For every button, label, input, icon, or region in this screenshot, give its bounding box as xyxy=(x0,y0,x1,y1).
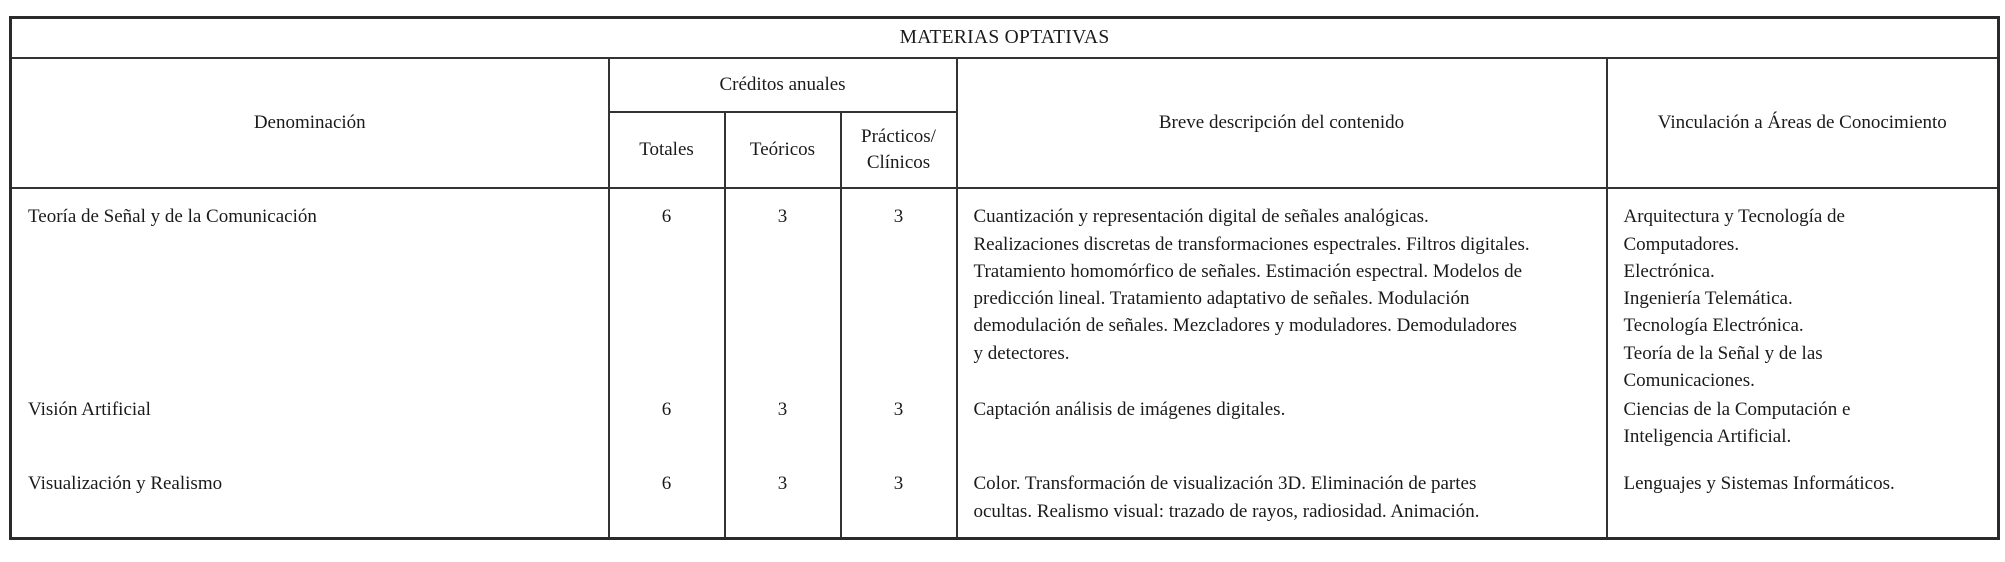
area-line: Arquitectura y Tecnología de xyxy=(1623,206,1845,228)
credits-practice: 3 xyxy=(841,470,957,538)
subject-description xyxy=(957,396,1607,471)
description-line: Tratamiento homomórfico de señales. Estimación espectral. Modelos de xyxy=(973,260,1523,282)
table-row xyxy=(11,188,1999,396)
table-row xyxy=(11,470,1999,538)
credits-theory: 3 xyxy=(725,188,841,396)
table-row xyxy=(11,396,1999,471)
area-line: Inteligencia Artificial. xyxy=(1623,426,1792,448)
credits-total: 6 xyxy=(609,470,725,538)
subject-description xyxy=(957,188,1607,396)
credits-practice: 3 xyxy=(841,396,957,471)
area-line: Lenguajes y Sistemas Informáticos. xyxy=(1623,473,1895,495)
description-line: demodulación de señales. Mezcladores y moduladores. Demoduladores xyxy=(973,315,1517,337)
table-title: MATERIAS OPTATIVAS xyxy=(11,18,1999,59)
subject-name: Teoría de Señal y de la Comunicación xyxy=(11,188,609,396)
header-creditos-anuales: Créditos anuales xyxy=(609,58,957,111)
header-practicos-line1: Prácticos/ xyxy=(861,125,936,147)
header-practicos-line2: Clínicos xyxy=(866,151,931,173)
header-practicos xyxy=(841,112,957,189)
area-line: Electrónica. xyxy=(1623,260,1715,282)
header-denominacion: Denominación xyxy=(11,58,609,188)
header-vinculacion: Vinculación a Áreas de Conocimiento xyxy=(1607,58,1999,188)
credits-practice: 3 xyxy=(841,188,957,396)
description-line: Captación análisis de imágenes digitales. xyxy=(973,398,1286,420)
subject-name: Visión Artificial xyxy=(11,396,609,471)
credits-theory: 3 xyxy=(725,470,841,538)
knowledge-areas xyxy=(1607,470,1999,538)
credits-total: 6 xyxy=(609,396,725,471)
description-line: y detectores. xyxy=(973,342,1070,364)
credits-total: 6 xyxy=(609,188,725,396)
credits-theory: 3 xyxy=(725,396,841,471)
area-line: Comunicaciones. xyxy=(1623,370,1755,392)
subject-description xyxy=(957,470,1607,538)
description-line: predicción lineal. Tratamiento adaptativo de señales. Modulación xyxy=(973,288,1470,310)
knowledge-areas xyxy=(1607,188,1999,396)
area-line: Teoría de la Señal y de las xyxy=(1623,342,1823,364)
description-line: ocultas. Realismo visual: trazado de rayos, radiosidad. Animación. xyxy=(973,500,1480,522)
area-line: Ingeniería Telemática. xyxy=(1623,288,1793,310)
header-teoricos: Teóricos xyxy=(725,112,841,189)
subject-name: Visualización y Realismo xyxy=(11,470,609,538)
description-line: Color. Transformación de visualización 3D. Eliminación de partes xyxy=(973,473,1477,495)
knowledge-areas xyxy=(1607,396,1999,471)
area-line: Computadores. xyxy=(1623,233,1740,255)
header-descripcion: Breve descripción del contenido xyxy=(957,58,1607,188)
description-line: Realizaciones discretas de transformaciones espectrales. Filtros digitales. xyxy=(973,233,1530,255)
area-line: Ciencias de la Computación e xyxy=(1623,398,1851,420)
description-line: Cuantización y representación digital de señales analógicas. xyxy=(973,206,1429,228)
optional-subjects-table xyxy=(9,16,2000,540)
area-line: Tecnología Electrónica. xyxy=(1623,315,1804,337)
header-totales: Totales xyxy=(609,112,725,189)
